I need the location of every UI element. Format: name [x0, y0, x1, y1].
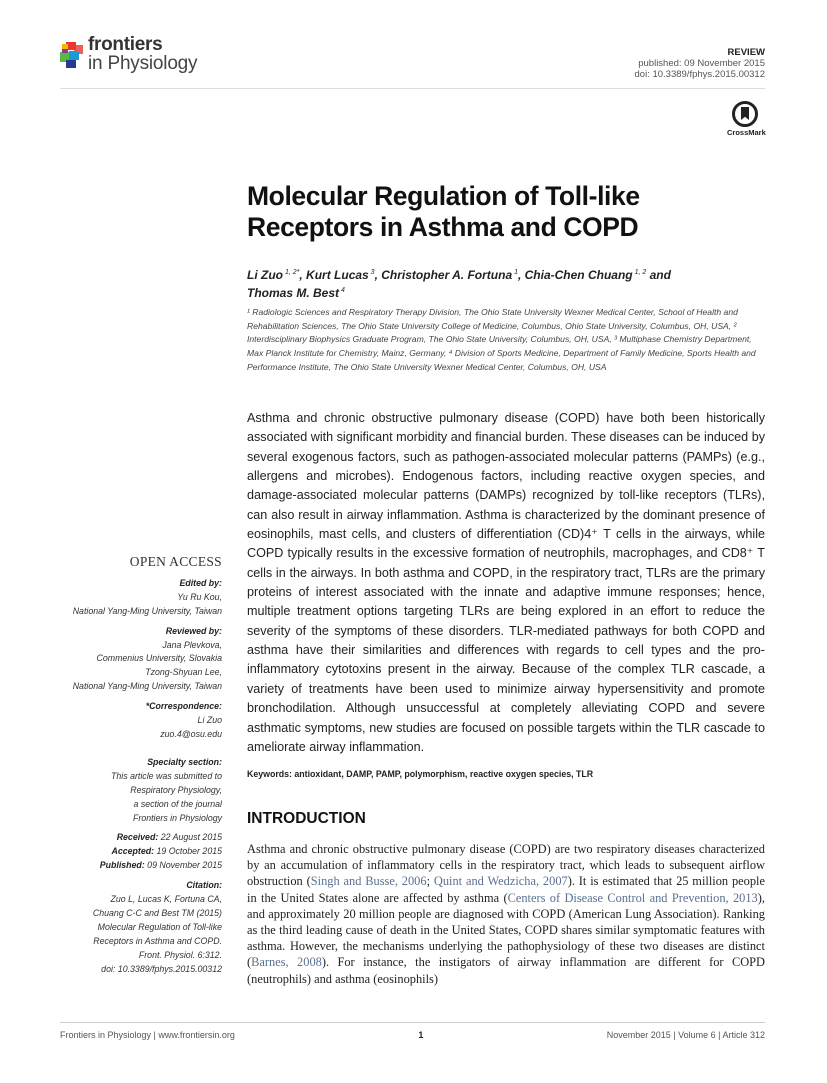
published-date: published: 09 November 2015 [638, 58, 765, 69]
specialty-section [22, 756, 222, 826]
keywords: Keywords: antioxidant, DAMP, PAMP, polymorphism, reactive oxygen species, TLR [247, 769, 594, 779]
citation-line: Chuang C-C and Best TM (2015) [92, 907, 222, 918]
introduction-paragraph [247, 841, 765, 987]
crossmark-button[interactable] [727, 101, 766, 137]
edited-by-label: Edited by: [179, 577, 222, 588]
affiliations: ¹ Radiologic Sciences and Respiratory Therapy Division, The Ohio State University Wexner Medical Center, School of Health and Rehabilitation Sciences, The Ohio State University College of Medicine, Columbus, Ohio State University, Columbus, OH, USA, ² Interdisciplinary Biophysics Graduate Program, The Ohio State University, Columbus, OH, USA, ³ Multiphase Chemistry Department, Max Planck Institute for Chemistry, Mainz, Germany, ⁴ Division of Sports Medicine, Department of Family Medicine, Sports Health and Performance Institute, The Ohio State University Wexner Medical Center, Columbus, OH, USA [247, 307, 756, 372]
footer-divider [60, 1022, 765, 1023]
correspondence-label: *Correspondence: [145, 701, 222, 712]
accepted-date [22, 845, 222, 859]
title-line-1: Molecular Regulation of Toll-like [247, 181, 640, 211]
citation-section [22, 879, 222, 976]
abstract: Asthma and chronic obstructive pulmonary disease (COPD) have both been historically associated with significant morbidity and financial burden. These diseases can be induced by several exogenous factors, such as pathogen-associated molecular patterns (PAMPs) (e.g., allergens and microbes). Endogenous factors, including reactive oxygen species, and damage-associated molecular patterns (DAMPs) recognized by toll-like receptors (TLRs), can also result in airway inflammation. Asthma is characterized by the dominant presence of eosinophils, mast cells, and clusters of differentiation (CD)4⁺ T cells in the airways, while COPD typically results in the excessive formation of neutrophils, macrophages, and CD8⁺ T cells in the airways. In both asthma and COPD, in the respiratory tract, TLRs are the primary proteins of interest associated with the innate and adaptive immune responses; hence, multiple treatment options targeting TLRs are being explored in an effort to reduce the severity of the symptoms of these disorders. TLR-mediated pathways for both COPD and asthma have their similarities and differences with regards to cell types and the pro-inflammatory cytotoxins present in the airway. Because of the complex TLR cascade, a variety of treatments have been used to minimize airway hypersensitivity and promote bronchodilation. Although unsuccessful at completely alleviating COPD and severe asthmatic symptoms, new studies are focused on possible targets within the TLR cascade to ameliorate airway inflammation. [247, 411, 765, 754]
specialty-label: Specialty section: [147, 756, 222, 767]
section-heading-introduction: INTRODUCTION [247, 810, 366, 827]
citation-link[interactable]: Singh and Busse, 2006 [310, 874, 427, 889]
accepted-label: Accepted: [111, 846, 155, 857]
author-affiliation-mark: 1 [512, 269, 518, 276]
author-affiliation-mark: 1, 2 [632, 269, 647, 276]
open-access-label: OPEN ACCESS [129, 554, 222, 569]
footer-journal[interactable]: Frontiers in Physiology | www.frontiersin.org [60, 1030, 235, 1040]
correspondence-section [22, 700, 222, 742]
page-footer [60, 1030, 765, 1040]
specialty-line: Frontiers in Physiology [133, 812, 222, 823]
intro-text: ). For instance, the instigators of airway inflammation are different for COPD (neutrophils) and asthma (eosinophils) [247, 955, 766, 986]
article-title [247, 181, 640, 243]
author-name[interactable]: Li Zuo [247, 268, 283, 282]
reviewed-by-section [22, 625, 222, 695]
author-affiliation-mark: 1, 2* [283, 269, 300, 276]
editor-affiliation: National Yang-Ming University, Taiwan [72, 605, 222, 616]
intro-text: ), and approximately 20 million people are diagnosed with COPD (American Lung Association). Ranking as the third leading cause of death in the United States, COPD shares similar symptomatic features with asthma. However, the mechanisms underlying the pathophysiology of these two diseases are distinct ( [247, 890, 765, 970]
citation-doi: doi: 10.3389/fphys.2015.00312 [101, 963, 222, 974]
specialty-line: This article was submitted to [111, 770, 222, 781]
citation-link[interactable]: Barnes, 2008 [251, 955, 322, 970]
title-line-2: Receptors in Asthma and COPD [247, 212, 639, 242]
header-divider [60, 88, 765, 89]
intro-text: Asthma and chronic obstructive pulmonary disease (COPD) are two respiratory diseases characterized by an accumulation of inflammatory cells in the respiratory tract, which leads to subsequent airflow obstruction ( [247, 842, 765, 889]
specialty-line: Respiratory Physiology, [130, 784, 222, 795]
reviewer-affiliation: Commenius University, Slovakia [96, 653, 222, 664]
received-value: 22 August 2015 [158, 832, 222, 843]
author-affiliation-mark: 3 [368, 269, 375, 276]
page-number: 1 [418, 1030, 424, 1040]
author-name[interactable]: Thomas M. Best [247, 286, 340, 300]
citation-line: Molecular Regulation of Toll-like [97, 921, 222, 932]
author-list: Li Zuo $^{1, 2*}$, Kurt Lucas $^3$, Christopher A. Fortuna $^1$, Chia-Chen Chuang $^{1, 2}$ and Thomas M. Best $^4$ [247, 268, 671, 300]
edited-by-section [22, 577, 222, 619]
article-info-sidebar [22, 555, 222, 976]
logo-text-frontiers: frontiers [88, 34, 163, 55]
article-type: REVIEW [727, 47, 765, 58]
correspondence-name: Li Zuo [197, 715, 222, 726]
crossmark-label: CrossMark [727, 128, 766, 137]
reviewer-name: Jana Plevkova, [162, 639, 222, 650]
citation-line: Receptors in Asthma and COPD. [93, 935, 222, 946]
reviewed-by-label: Reviewed by: [165, 625, 222, 636]
citation-link[interactable]: Quint and Wedzicha, 2007 [433, 874, 568, 889]
citation-line: Front. Physiol. 6:312. [138, 949, 222, 960]
citation-line: Zuo L, Lucas K, Fortuna CA, [110, 894, 222, 905]
dates-section [22, 831, 222, 873]
article-header-info [635, 47, 765, 80]
author-affiliation-mark: 4 [339, 287, 345, 294]
reviewer-affiliation: National Yang-Ming University, Taiwan [72, 681, 222, 692]
citation-label: Citation: [186, 880, 222, 891]
author-name[interactable]: Christopher A. Fortuna [381, 268, 513, 282]
intro-text: ; [426, 874, 434, 889]
accepted-value: 19 October 2015 [154, 846, 222, 857]
journal-logo [60, 36, 197, 74]
published-date-side [22, 859, 222, 873]
citation-link[interactable]: Centers of Disease Control and Prevention, 2013 [507, 890, 758, 905]
published-label: Published: [99, 860, 145, 871]
specialty-line: a section of the journal [133, 798, 222, 809]
editor-name: Yu Ru Kou, [177, 591, 222, 602]
intro-text: ). It is estimated that 25 million people in the United States alone are affected by asthma ( [247, 874, 765, 905]
published-value: 09 November 2015 [144, 860, 222, 871]
received-label: Received: [116, 832, 159, 843]
crossmark-icon [732, 101, 758, 127]
correspondence-email[interactable]: zuo.4@osu.edu [160, 728, 222, 739]
footer-issue: November 2015 | Volume 6 | Article 312 [606, 1030, 765, 1040]
frontiers-logo-icon [60, 42, 84, 68]
author-name[interactable]: Kurt Lucas [306, 268, 369, 282]
received-date [22, 831, 222, 845]
author-name[interactable]: Chia-Chen Chuang [524, 268, 633, 282]
reviewer-name: Tzong-Shyuan Lee, [145, 667, 222, 678]
doi[interactable]: doi: 10.3389/fphys.2015.00312 [634, 69, 765, 80]
logo-text-journal: in Physiology [88, 53, 198, 74]
